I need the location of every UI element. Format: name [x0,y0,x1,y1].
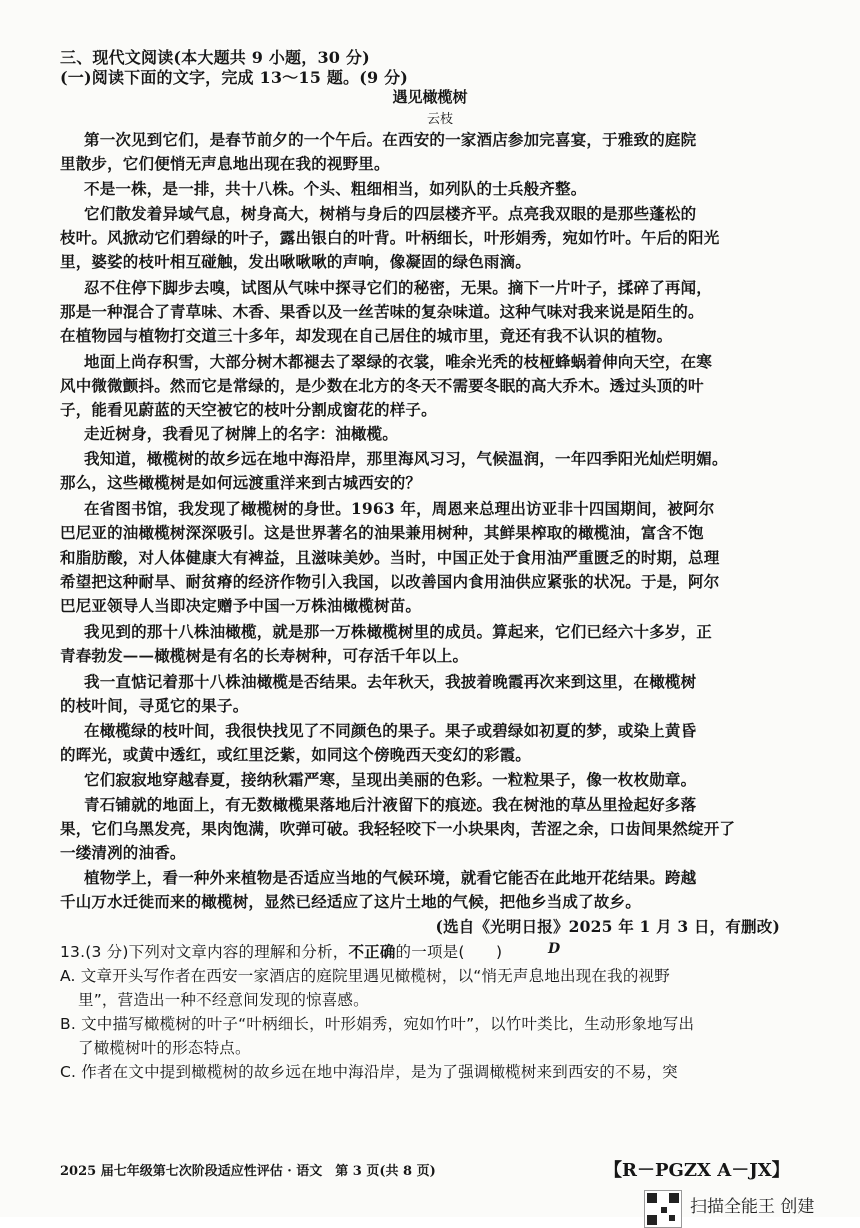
paragraph-line: 青石铺就的地面上，有无数橄榄果落地后汁液留下的痕迹。我在树池的草丛里捡起好多落 [84,795,697,814]
section-heading: 三、现代文阅读(本大题共 9 小题，30 分) [60,48,370,67]
paragraph-line: 忍不住停下脚步去嗅，试图从气味中探寻它们的秘密，无果。摘下一片叶子，揉碎了再闻， [84,278,713,297]
question-13-emphasis: 不正确 [348,943,396,961]
paper-code: 【R－PGZX A－JX】 [604,1160,790,1181]
article-title: 遇见橄榄树 [392,88,468,106]
paragraph-line: 的晖光，或黄中透红，或红里泛紫，如同这个傍晚西天变幻的彩霞。 [60,745,532,764]
paragraph-line: 一缕清冽的油香。 [60,843,186,862]
paragraph-line: 植物学上，看一种外来植物是否适应当地的气候环境，就看它能否在此地开花结果。跨越 [84,868,697,887]
paragraph-line: 巴尼亚领导人当即决定赠予中国一万株油橄榄树苗。 [60,596,422,615]
qr-code-icon [644,1190,682,1228]
paragraph-line: 我一直惦记着那十八株油橄榄是否结果。去年秋天，我披着晚霞再次来到这里，在橄榄树 [84,672,697,691]
paragraph-line: 在省图书馆，我发现了橄榄树的身世。1963 年，周恩来总理出访亚非十四国期间，被阿尔 [84,499,715,518]
paragraph-line: 我知道，橄榄树的故乡远在地中海沿岸，那里海风习习，气候温润，一年四季阳光灿烂明媚。 [84,449,728,468]
paragraph-line: 那么，这些橄榄树是如何远渡重洋来到古城西安的？ [60,473,422,492]
handwritten-answer: D [548,941,561,957]
question-13-stem [60,940,820,964]
article-author: 云枝 [426,112,453,127]
question-13-option: C. 作者在文中提到橄榄树的故乡远在地中海沿岸，是为了强调橄榄树来到西安的不易，突 [60,1063,678,1081]
paragraph-line: 风中微微颤抖。然而它是常绿的，是少数在北方的冬天不需要冬眠的高大乔木。透过头顶的叶 [60,376,704,395]
paragraph-line: 果，它们乌黑发亮，果肉饱满，吹弹可破。我轻轻咬下一小块果肉，苦涩之余，口齿间果然绽开了 [60,819,736,838]
paragraph-line: 里，婆娑的枝叶相互碰触，发出啾啾啾的声响，像凝固的绿色雨滴。 [60,252,532,271]
paragraph-line: 在橄榄绿的枝叶间，我很快找见了不同颜色的果子。果子或碧绿如初夏的梦，或染上黄昏 [84,721,697,740]
paragraph-line: 希望把这种耐旱、耐贫瘠的经济作物引入我国，以改善国内食用油供应紧张的状况。于是，阿尔 [60,572,720,591]
paragraph-line: 它们散发着异域气息，树身高大，树梢与身后的四层楼齐平。点亮我双眼的是那些蓬松的 [84,204,697,223]
paragraph-line: 我见到的那十八株油橄榄，就是那一万株橄榄树里的成员。算起来，它们已经六十多岁，正 [84,622,713,641]
paragraph-line: 它们寂寂地穿越春夏，接纳秋霜严寒，呈现出美丽的色彩。一粒粒果子，像一枚枚勋章。 [84,770,697,789]
paragraph-line: 走近树身，我看见了树牌上的名字：油橄榄。 [84,424,399,443]
subsection-heading: (一)阅读下面的文字，完成 13～15 题。(9 分) [60,68,409,87]
paragraph-line: 青春勃发——橄榄树是有名的长寿树种，可存活千年以上。 [60,646,469,665]
article-source: (选自《光明日报》2025 年 1 月 3 日，有删改) [435,917,780,936]
question-13-option: B. 文中描写橄榄树的叶子“叶柄细长，叶形娟秀，宛如竹叶”，以竹叶类比，生动形象地写出 [60,1015,695,1033]
question-13-option: 了橄榄树叶的形态特点。 [78,1039,251,1057]
paragraph-line: 在植物园与植物打交道三十多年，却发现在自己居住的城市里，竟还有我不认识的植物。 [60,326,673,345]
paragraph-line: 枝叶。风掀动它们碧绿的叶子，露出银白的叶背。叶柄细长，叶形娟秀，宛如竹叶。午后的阳光 [60,228,720,247]
paragraph-line: 第一次见到它们，是春节前夕的一个午后。在西安的一家酒店参加完喜宴，于雅致的庭院 [84,130,697,149]
paragraph-line: 千山万水迁徙而来的橄榄树，显然已经适应了这片土地的气候，把他乡当成了故乡。 [60,892,641,911]
paragraph-line: 里散步，它们便悄无声息地出现在我的视野里。 [60,154,390,173]
footer-left: 2025 届七年级第七次阶段适应性评估 · 语文 第 3 页(共 8 页) [60,1164,436,1179]
question-13-option: 里”，营造出一种不经意间发现的惊喜感。 [78,991,369,1009]
question-13-stem-text: 13.(3 分)下列对文章内容的理解和分析， [60,943,349,961]
paragraph-line: 不是一株，是一排，共十八株。个头、粗细相当，如列队的士兵般齐整。 [84,179,587,198]
paragraph-line: 的枝叶间，寻觅它的果子。 [60,696,249,715]
paragraph-line: 和脂肪酸，对人体健康大有裨益，且滋味美妙。当时，中国正处于食用油严重匮乏的时期，总理 [60,548,720,567]
question-13-option: A. 文章开头写作者在西安一家酒店的庭院里遇见橄榄树，以“悄无声息地出现在我的视野 [60,967,670,985]
scanner-watermark: 扫描全能王 创建 [690,1197,815,1217]
paragraph-line: 巴尼亚的油橄榄树深深吸引。这是世界著名的油果兼用树种，其鲜果榨取的橄榄油，富含不饱 [60,523,704,542]
paragraph-line: 那是一种混合了青草味、木香、果香以及一丝苦味的复杂味道。这种气味对我来说是陌生的。 [60,302,704,321]
question-13-blank: 的一项是( ) [395,943,503,961]
paragraph-line: 子，能看见蔚蓝的天空被它的枝叶分割成窗花的样子。 [60,400,437,419]
paragraph-line: 地面上尚存积雪，大部分树木都褪去了翠绿的衣裳，唯余光秃的枝桠蜂蜗着伸向天空，在寒 [84,352,713,371]
